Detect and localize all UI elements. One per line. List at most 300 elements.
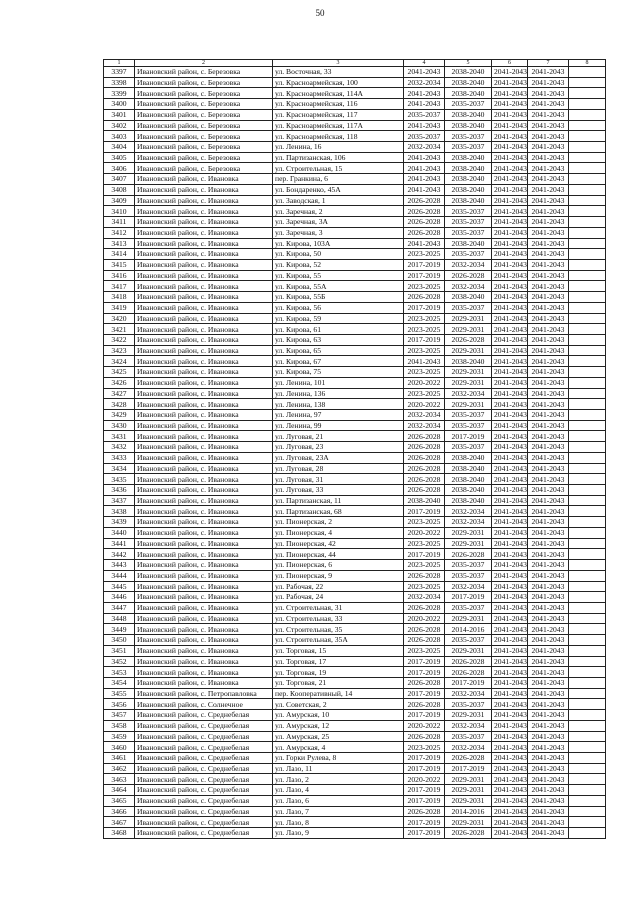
settlement-cell: Ивановский район, с. Ивановка xyxy=(135,527,273,538)
period-cell: 2038-2040 xyxy=(445,452,492,463)
table-row xyxy=(104,549,606,560)
period-cell: 2029-2031 xyxy=(445,785,492,796)
period-cell: 2035-2037 xyxy=(445,420,492,431)
settlement-cell: Ивановский район, с. Ивановка xyxy=(135,345,273,356)
period-cell: 2023-2025 xyxy=(404,345,445,356)
settlement-cell: Ивановский район, с. Ивановка xyxy=(135,238,273,249)
column-header: 2 xyxy=(135,60,273,67)
period-cell: 2017-2019 xyxy=(404,763,445,774)
period-cell: 2041-2043 xyxy=(528,88,569,99)
address-cell: ул. Кирова, 65 xyxy=(273,345,404,356)
period-cell: 2017-2019 xyxy=(404,334,445,345)
period-cell: 2041-2043 xyxy=(492,67,528,78)
table-row xyxy=(104,463,606,474)
period-cell: 2017-2019 xyxy=(404,259,445,270)
note-cell xyxy=(569,324,606,335)
address-cell: ул. Лазо, 11 xyxy=(273,763,404,774)
period-cell: 2041-2043 xyxy=(492,538,528,549)
settlement-cell: Ивановский район, с. Ивановка xyxy=(135,356,273,367)
note-cell xyxy=(569,442,606,453)
settlement-cell: Ивановский район, с. Березовка xyxy=(135,152,273,163)
table-row xyxy=(104,688,606,699)
address-cell: ул. Кирова, 52 xyxy=(273,259,404,270)
period-cell: 2041-2043 xyxy=(492,431,528,442)
settlement-cell: Ивановский район, с. Ивановка xyxy=(135,249,273,260)
table-row xyxy=(104,109,606,120)
period-cell: 2017-2019 xyxy=(404,817,445,828)
note-cell xyxy=(569,388,606,399)
period-cell: 2041-2043 xyxy=(492,184,528,195)
note-cell xyxy=(569,742,606,753)
table-row xyxy=(104,131,606,142)
note-cell xyxy=(569,463,606,474)
settlement-cell: Ивановский район, с. Ивановка xyxy=(135,452,273,463)
period-cell: 2017-2019 xyxy=(404,656,445,667)
settlement-cell: Ивановский район, с. Ивановка xyxy=(135,270,273,281)
note-cell xyxy=(569,699,606,710)
settlement-cell: Ивановский район, с. Ивановка xyxy=(135,410,273,421)
address-cell: ул. Красноармейская, 117А xyxy=(273,120,404,131)
note-cell xyxy=(569,163,606,174)
period-cell: 2035-2037 xyxy=(445,249,492,260)
period-cell: 2041-2043 xyxy=(492,152,528,163)
row-number-cell: 3400 xyxy=(104,99,135,110)
row-number-cell: 3438 xyxy=(104,506,135,517)
period-cell: 2041-2043 xyxy=(528,238,569,249)
settlement-cell: Ивановский район, с. Ивановка xyxy=(135,174,273,185)
settlement-cell: Ивановский район, с. Ивановка xyxy=(135,377,273,388)
column-header: 1 xyxy=(104,60,135,67)
table-row xyxy=(104,635,606,646)
period-cell: 2041-2043 xyxy=(492,142,528,153)
period-cell: 2041-2043 xyxy=(492,99,528,110)
period-cell: 2041-2043 xyxy=(528,688,569,699)
note-cell xyxy=(569,495,606,506)
note-cell xyxy=(569,506,606,517)
period-cell: 2026-2028 xyxy=(404,624,445,635)
period-cell: 2041-2043 xyxy=(404,163,445,174)
period-cell: 2035-2037 xyxy=(404,109,445,120)
address-cell: ул. Строительная, 35 xyxy=(273,624,404,635)
row-number-cell: 3410 xyxy=(104,206,135,217)
period-cell: 2035-2037 xyxy=(445,410,492,421)
address-cell: ул. Кирова, 103А xyxy=(273,238,404,249)
settlement-cell: Ивановский район, с. Ивановка xyxy=(135,624,273,635)
period-cell: 2032-2034 xyxy=(445,517,492,528)
address-cell: ул. Партизанская, 11 xyxy=(273,495,404,506)
period-cell: 2041-2043 xyxy=(492,313,528,324)
period-cell: 2017-2019 xyxy=(445,677,492,688)
period-cell: 2041-2043 xyxy=(528,613,569,624)
row-number-cell: 3445 xyxy=(104,581,135,592)
period-cell: 2026-2028 xyxy=(404,217,445,228)
period-cell: 2017-2019 xyxy=(404,795,445,806)
period-cell: 2041-2043 xyxy=(528,367,569,378)
address-cell: ул. Луговая, 23 xyxy=(273,442,404,453)
settlement-cell: Ивановский район, с. Березовка xyxy=(135,99,273,110)
period-cell: 2038-2040 xyxy=(445,67,492,78)
table-row xyxy=(104,99,606,110)
period-cell: 2017-2019 xyxy=(404,302,445,313)
settlement-cell: Ивановский район, с. Березовка xyxy=(135,77,273,88)
row-number-cell: 3403 xyxy=(104,131,135,142)
table-row xyxy=(104,345,606,356)
address-cell: ул. Ленина, 97 xyxy=(273,410,404,421)
note-cell xyxy=(569,570,606,581)
table-row xyxy=(104,667,606,678)
period-cell: 2041-2043 xyxy=(528,313,569,324)
table-row xyxy=(104,624,606,635)
period-cell: 2041-2043 xyxy=(404,152,445,163)
column-header: 3 xyxy=(273,60,404,67)
period-cell: 2041-2043 xyxy=(492,302,528,313)
period-cell: 2041-2043 xyxy=(528,195,569,206)
table-row xyxy=(104,431,606,442)
period-cell: 2041-2043 xyxy=(492,817,528,828)
period-cell: 2041-2043 xyxy=(528,645,569,656)
note-cell xyxy=(569,292,606,303)
period-cell: 2041-2043 xyxy=(528,281,569,292)
table-row xyxy=(104,238,606,249)
address-cell: ул. Строительная, 31 xyxy=(273,602,404,613)
period-cell: 2041-2043 xyxy=(492,281,528,292)
address-cell: ул. Красноармейская, 114А xyxy=(273,88,404,99)
row-number-cell: 3461 xyxy=(104,753,135,764)
period-cell: 2041-2043 xyxy=(492,249,528,260)
settlement-cell: Ивановский район, с. Ивановка xyxy=(135,431,273,442)
table-row xyxy=(104,806,606,817)
note-cell xyxy=(569,77,606,88)
period-cell: 2041-2043 xyxy=(528,602,569,613)
row-number-cell: 3442 xyxy=(104,549,135,560)
period-cell: 2041-2043 xyxy=(492,688,528,699)
period-cell: 2032-2034 xyxy=(404,77,445,88)
settlement-cell: Ивановский район, с. Солнечное xyxy=(135,699,273,710)
row-number-cell: 3468 xyxy=(104,828,135,839)
period-cell: 2029-2031 xyxy=(445,313,492,324)
period-cell: 2041-2043 xyxy=(528,377,569,388)
period-cell: 2041-2043 xyxy=(404,99,445,110)
period-cell: 2041-2043 xyxy=(528,763,569,774)
period-cell: 2035-2037 xyxy=(445,560,492,571)
table-row xyxy=(104,763,606,774)
period-cell: 2041-2043 xyxy=(492,613,528,624)
period-cell: 2032-2034 xyxy=(445,688,492,699)
table-row xyxy=(104,281,606,292)
period-cell: 2041-2043 xyxy=(528,356,569,367)
period-cell: 2041-2043 xyxy=(528,67,569,78)
period-cell: 2041-2043 xyxy=(492,602,528,613)
period-cell: 2032-2034 xyxy=(445,742,492,753)
table-row xyxy=(104,142,606,153)
row-number-cell: 3416 xyxy=(104,270,135,281)
note-cell xyxy=(569,109,606,120)
note-cell xyxy=(569,67,606,78)
period-cell: 2041-2043 xyxy=(492,420,528,431)
settlement-cell: Ивановский район, с. Среднебелая xyxy=(135,753,273,764)
note-cell xyxy=(569,677,606,688)
period-cell: 2041-2043 xyxy=(492,774,528,785)
period-cell: 2041-2043 xyxy=(492,795,528,806)
period-cell: 2041-2043 xyxy=(492,259,528,270)
note-cell xyxy=(569,549,606,560)
address-cell: ул. Лазо, 8 xyxy=(273,817,404,828)
period-cell: 2041-2043 xyxy=(492,806,528,817)
period-cell: 2041-2043 xyxy=(528,581,569,592)
period-cell: 2041-2043 xyxy=(528,549,569,560)
note-cell xyxy=(569,656,606,667)
period-cell: 2041-2043 xyxy=(492,345,528,356)
address-cell: ул. Ленина, 99 xyxy=(273,420,404,431)
row-number-cell: 3422 xyxy=(104,334,135,345)
address-cell: ул. Советская, 2 xyxy=(273,699,404,710)
note-cell xyxy=(569,795,606,806)
row-number-cell: 3455 xyxy=(104,688,135,699)
period-cell: 2041-2043 xyxy=(492,442,528,453)
period-cell: 2041-2043 xyxy=(492,828,528,839)
period-cell: 2041-2043 xyxy=(492,474,528,485)
row-number-cell: 3401 xyxy=(104,109,135,120)
period-cell: 2041-2043 xyxy=(528,774,569,785)
period-cell: 2029-2031 xyxy=(445,645,492,656)
period-cell: 2017-2019 xyxy=(404,667,445,678)
note-cell xyxy=(569,259,606,270)
row-number-cell: 3462 xyxy=(104,763,135,774)
period-cell: 2041-2043 xyxy=(492,399,528,410)
note-cell xyxy=(569,174,606,185)
address-cell: ул. Строительная, 33 xyxy=(273,613,404,624)
row-number-cell: 3418 xyxy=(104,292,135,303)
table-row xyxy=(104,452,606,463)
row-number-cell: 3424 xyxy=(104,356,135,367)
settlement-cell: Ивановский район, с. Ивановка xyxy=(135,388,273,399)
address-cell: ул. Луговая, 23А xyxy=(273,452,404,463)
row-number-cell: 3430 xyxy=(104,420,135,431)
period-cell: 2026-2028 xyxy=(445,656,492,667)
row-number-cell: 3452 xyxy=(104,656,135,667)
row-number-cell: 3437 xyxy=(104,495,135,506)
period-cell: 2041-2043 xyxy=(528,517,569,528)
period-cell: 2017-2019 xyxy=(404,270,445,281)
note-cell xyxy=(569,720,606,731)
period-cell: 2032-2034 xyxy=(404,420,445,431)
table-row xyxy=(104,420,606,431)
period-cell: 2038-2040 xyxy=(445,474,492,485)
period-cell: 2026-2028 xyxy=(445,334,492,345)
period-cell: 2041-2043 xyxy=(492,581,528,592)
period-cell: 2041-2043 xyxy=(492,367,528,378)
period-cell: 2026-2028 xyxy=(404,463,445,474)
table-row xyxy=(104,517,606,528)
address-cell: ул. Кирова, 55 xyxy=(273,270,404,281)
address-cell: ул. Пионерская, 44 xyxy=(273,549,404,560)
period-cell: 2029-2031 xyxy=(445,367,492,378)
period-cell: 2032-2034 xyxy=(445,506,492,517)
period-cell: 2026-2028 xyxy=(445,667,492,678)
period-cell: 2041-2043 xyxy=(528,77,569,88)
period-cell: 2041-2043 xyxy=(528,399,569,410)
row-number-cell: 3439 xyxy=(104,517,135,528)
period-cell: 2041-2043 xyxy=(528,206,569,217)
address-cell: ул. Пионерская, 6 xyxy=(273,560,404,571)
period-cell: 2032-2034 xyxy=(445,281,492,292)
address-cell: ул. Торговая, 17 xyxy=(273,656,404,667)
settlement-cell: Ивановский район, с. Ивановка xyxy=(135,195,273,206)
period-cell: 2041-2043 xyxy=(492,324,528,335)
period-cell: 2035-2037 xyxy=(445,635,492,646)
note-cell xyxy=(569,538,606,549)
settlement-cell: Ивановский район, с. Ивановка xyxy=(135,581,273,592)
row-number-cell: 3426 xyxy=(104,377,135,388)
period-cell: 2041-2043 xyxy=(492,785,528,796)
address-cell: ул. Заречная, 3А xyxy=(273,217,404,228)
period-cell: 2041-2043 xyxy=(528,249,569,260)
period-cell: 2041-2043 xyxy=(492,77,528,88)
row-number-cell: 3412 xyxy=(104,227,135,238)
period-cell: 2041-2043 xyxy=(492,356,528,367)
note-cell xyxy=(569,452,606,463)
note-cell xyxy=(569,217,606,228)
row-number-cell: 3414 xyxy=(104,249,135,260)
table-row xyxy=(104,527,606,538)
period-cell: 2041-2043 xyxy=(528,785,569,796)
column-header: 8 xyxy=(569,60,606,67)
period-cell: 2041-2043 xyxy=(528,624,569,635)
table-row xyxy=(104,720,606,731)
note-cell xyxy=(569,474,606,485)
address-cell: ул. Красноармейская, 118 xyxy=(273,131,404,142)
settlement-cell: Ивановский район, с. Ивановка xyxy=(135,420,273,431)
row-number-cell: 3425 xyxy=(104,367,135,378)
period-cell: 2020-2022 xyxy=(404,720,445,731)
period-cell: 2026-2028 xyxy=(404,227,445,238)
settlement-cell: Ивановский район, с. Среднебелая xyxy=(135,742,273,753)
address-cell: ул. Кирова, 55Б xyxy=(273,292,404,303)
table-row xyxy=(104,581,606,592)
period-cell: 2041-2043 xyxy=(404,356,445,367)
row-number-cell: 3417 xyxy=(104,281,135,292)
row-number-cell: 3443 xyxy=(104,560,135,571)
period-cell: 2026-2028 xyxy=(445,270,492,281)
period-cell: 2026-2028 xyxy=(445,828,492,839)
period-cell: 2026-2028 xyxy=(404,442,445,453)
period-cell: 2041-2043 xyxy=(492,163,528,174)
note-cell xyxy=(569,302,606,313)
period-cell: 2041-2043 xyxy=(492,645,528,656)
settlement-cell: Ивановский район, с. Ивановка xyxy=(135,549,273,560)
table-row xyxy=(104,774,606,785)
period-cell: 2041-2043 xyxy=(528,227,569,238)
address-cell: ул. Кирова, 63 xyxy=(273,334,404,345)
table-row xyxy=(104,77,606,88)
address-cell: пер. Кооперативный, 14 xyxy=(273,688,404,699)
address-cell: ул. Кирова, 55А xyxy=(273,281,404,292)
period-cell: 2041-2043 xyxy=(492,227,528,238)
note-cell xyxy=(569,485,606,496)
note-cell xyxy=(569,420,606,431)
period-cell: 2041-2043 xyxy=(492,131,528,142)
period-cell: 2035-2037 xyxy=(404,131,445,142)
address-cell: ул. Луговая, 31 xyxy=(273,474,404,485)
note-cell xyxy=(569,527,606,538)
period-cell: 2026-2028 xyxy=(404,677,445,688)
settlement-cell: Ивановский район, с. Ивановка xyxy=(135,560,273,571)
note-cell xyxy=(569,517,606,528)
row-number-cell: 3409 xyxy=(104,195,135,206)
row-number-cell: 3451 xyxy=(104,645,135,656)
note-cell xyxy=(569,249,606,260)
period-cell: 2041-2043 xyxy=(528,142,569,153)
table-row xyxy=(104,377,606,388)
period-cell: 2041-2043 xyxy=(492,570,528,581)
period-cell: 2017-2019 xyxy=(445,763,492,774)
period-cell: 2041-2043 xyxy=(528,560,569,571)
note-cell xyxy=(569,592,606,603)
address-cell: ул. Кирова, 59 xyxy=(273,313,404,324)
note-cell xyxy=(569,152,606,163)
address-cell: ул. Торговая, 19 xyxy=(273,667,404,678)
address-cell: ул. Амурская, 25 xyxy=(273,731,404,742)
period-cell: 2041-2043 xyxy=(492,238,528,249)
table-row xyxy=(104,410,606,421)
address-cell: ул. Пионерская, 2 xyxy=(273,517,404,528)
settlement-cell: Ивановский район, с. Березовка xyxy=(135,142,273,153)
note-cell xyxy=(569,731,606,742)
note-cell xyxy=(569,560,606,571)
settlement-cell: Ивановский район, с. Березовка xyxy=(135,88,273,99)
row-number-cell: 3423 xyxy=(104,345,135,356)
period-cell: 2032-2034 xyxy=(445,720,492,731)
note-cell xyxy=(569,120,606,131)
period-cell: 2041-2043 xyxy=(492,699,528,710)
note-cell xyxy=(569,817,606,828)
address-cell: ул. Заводская, 1 xyxy=(273,195,404,206)
address-cell: ул. Торговая, 15 xyxy=(273,645,404,656)
column-header: 6 xyxy=(492,60,528,67)
period-cell: 2041-2043 xyxy=(528,302,569,313)
period-cell: 2041-2043 xyxy=(528,538,569,549)
row-number-cell: 3467 xyxy=(104,817,135,828)
address-cell: ул. Кирова, 61 xyxy=(273,324,404,335)
note-cell xyxy=(569,613,606,624)
settlement-cell: Ивановский район, с. Березовка xyxy=(135,131,273,142)
settlement-cell: Ивановский район, с. Ивановка xyxy=(135,313,273,324)
table-row xyxy=(104,120,606,131)
period-cell: 2026-2028 xyxy=(404,452,445,463)
period-cell: 2041-2043 xyxy=(528,742,569,753)
period-cell: 2041-2043 xyxy=(528,431,569,442)
period-cell: 2041-2043 xyxy=(528,270,569,281)
table-row xyxy=(104,334,606,345)
settlement-cell: Ивановский район, с. Ивановка xyxy=(135,485,273,496)
table-row xyxy=(104,495,606,506)
row-number-cell: 3421 xyxy=(104,324,135,335)
column-header: 5 xyxy=(445,60,492,67)
table-row xyxy=(104,356,606,367)
table-row xyxy=(104,742,606,753)
table-row xyxy=(104,184,606,195)
period-cell: 2041-2043 xyxy=(528,806,569,817)
row-number-cell: 3448 xyxy=(104,613,135,624)
period-cell: 2041-2043 xyxy=(404,67,445,78)
address-cell: ул. Кирова, 67 xyxy=(273,356,404,367)
settlement-cell: Ивановский район, с. Ивановка xyxy=(135,538,273,549)
period-cell: 2023-2025 xyxy=(404,313,445,324)
row-number-cell: 3413 xyxy=(104,238,135,249)
row-number-cell: 3456 xyxy=(104,699,135,710)
address-cell: ул. Луговая, 21 xyxy=(273,431,404,442)
period-cell: 2041-2043 xyxy=(528,474,569,485)
